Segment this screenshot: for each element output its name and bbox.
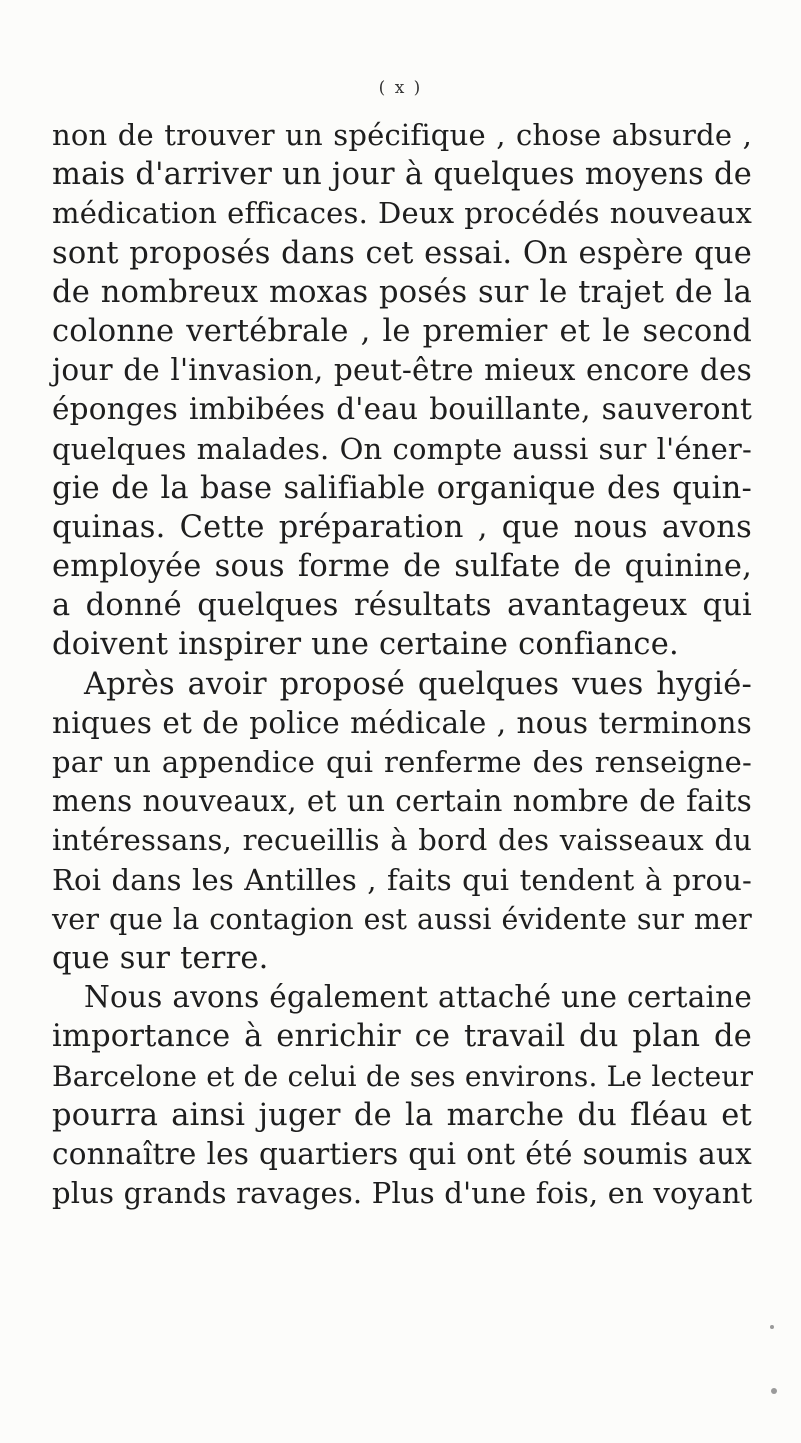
text-line: doivent inspirer une certaine confiance. [52, 627, 679, 663]
text-line: que sur terre. [52, 940, 269, 976]
text-line: intéressans, recueillis à bord des vaisseaux du [52, 823, 752, 858]
paper-speck [771, 1388, 777, 1394]
text-line: sont proposés dans cet essai. On espère que [52, 235, 752, 271]
text-line: par un appendice qui renferme des renseigne- [52, 745, 752, 779]
text-line: de nombreux moxas posés sur le trajet de la [52, 274, 752, 310]
text-line: médication efficaces. Deux procédés nouveaux [52, 196, 752, 231]
paper-speck [770, 1325, 774, 1329]
text-line: éponges imbibées d'eau bouillante, sauveront [52, 392, 752, 427]
text-line: colonne vertébrale , le premier et le second [52, 313, 752, 349]
text-line: gie de la base salifiable organique des quin- [52, 470, 752, 506]
text-line: ver que la contagion est aussi évidente sur mer [52, 902, 752, 936]
page-number: ( x ) [378, 78, 423, 98]
text-line: connaître les quartiers qui ont été soumis aux [52, 1136, 752, 1171]
text-line: quinas. Cette préparation , que nous avons [52, 509, 752, 545]
text-line: a donné quelques résultats avantageux qui [52, 588, 752, 624]
text-line: Roi dans les Antilles , faits qui tendent à prou- [52, 862, 752, 897]
text-line: jour de l'invasion, peut-être mieux encore des [52, 353, 752, 388]
text-line: niques et de police médicale , nous terminons [52, 705, 752, 740]
text-line: pourra ainsi juger de la marche du fléau et [52, 1097, 752, 1133]
text-line: employée sous forme de sulfate de quinine, [52, 549, 752, 585]
text-line: Après avoir proposé quelques vues hygié- [84, 666, 752, 702]
text-line: Barcelone et de celui de ses environs. Le lecteur [52, 1059, 754, 1093]
text-line: mens nouveaux, et un certain nombre de faits [52, 784, 752, 819]
text-line: quelques malades. On compte aussi sur l'éner- [52, 431, 752, 466]
text-line: importance à enrichir ce travail du plan de [52, 1019, 752, 1055]
text-line: Nous avons également attaché une certaine [84, 980, 752, 1015]
text-line: mais d'arriver un jour à quelques moyens de [52, 157, 752, 193]
body-text [52, 116, 752, 1213]
text-line: non de trouver un spécifique , chose absurde , [52, 118, 752, 152]
text-line: plus grands ravages. Plus d'une fois, en voyant [52, 1176, 753, 1211]
